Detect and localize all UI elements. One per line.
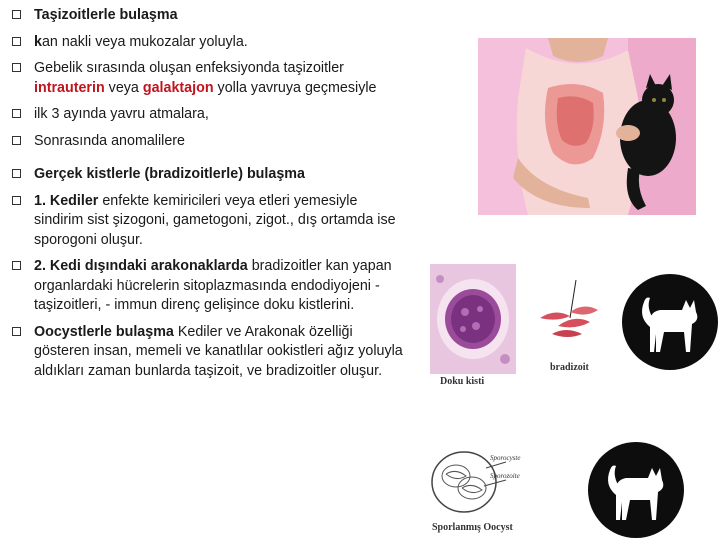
bullet-item — [8, 257, 408, 316]
bullet-text: yolla yavruya geçmesiyle — [213, 79, 377, 96]
square-bullet-icon — [12, 196, 21, 205]
bradizoit-caption: bradizoit — [550, 362, 589, 373]
bullet-text: 2. Kedi dışındaki arakonaklarda — [34, 258, 248, 274]
sporocyst-label: Sporocyste — [490, 454, 521, 462]
cat-circle-illustration-2 — [586, 440, 686, 540]
bradizoite-illustration — [530, 278, 610, 348]
bullet-text: k — [34, 33, 42, 50]
square-bullet-icon — [12, 261, 21, 270]
bullet-text: 1. Kediler — [34, 192, 99, 209]
bullet-item — [8, 192, 408, 251]
bullet-text: Gerçek kistlerle (bradizoitlerle) bulaşma — [34, 166, 305, 182]
square-bullet-icon — [12, 327, 21, 336]
oocyst-caption: Sporlanmış Oocyst — [432, 522, 513, 533]
bullet-item — [8, 59, 408, 98]
tissue-cyst-micrograph — [430, 264, 516, 374]
pregnant-woman-with-cat-photo — [478, 38, 696, 215]
bullet-item — [8, 165, 408, 185]
bullet-text: Oocystlerle bulaşma — [34, 323, 174, 340]
square-bullet-icon — [12, 37, 21, 46]
square-bullet-icon — [12, 10, 21, 19]
bullet-text: an nakli veya mukozalar yoluyla. — [41, 33, 248, 50]
square-bullet-icon — [12, 63, 21, 72]
bullet-list — [8, 6, 408, 388]
bullet-text: ilk 3 ayında yavru atmalara, — [34, 106, 209, 122]
bullet-item — [8, 323, 408, 382]
bullet-text: Kediler ve Arakonak özelliği gösteren insan, memeli ve kanatlılar ookistleri ağız yoluyla aldıkları zaman bunlarda taşizoit, ve bradizoitler oluşur. — [34, 323, 403, 379]
bullet-text: intrauterin — [34, 79, 105, 96]
bullet-text: Gebelik sırasında oluşan enfeksiyonda taşizoitler — [34, 60, 344, 76]
cyst-illustration — [430, 264, 516, 374]
bullet-text: galaktajon — [142, 79, 214, 96]
bullet-item — [8, 6, 408, 26]
sporozoite-label: Sporozoite — [490, 472, 520, 480]
bullet-text: Taşizoitlerle bulaşma — [34, 7, 178, 23]
cat-silhouette-bottom — [586, 440, 686, 540]
bullet-item — [8, 132, 408, 152]
bullet-text: enfekte kemiricileri veya etleri yemesiyle sindirim sist şizogoni, gametogoni, zigot., dış ortamda ise sporogoni oluşur. — [34, 192, 396, 248]
square-bullet-icon — [12, 169, 21, 178]
bullet-text: veya — [104, 79, 143, 96]
bullet-text: bradizoitler kan yapan organlardaki hücrelerin sitoplazmasında endodiyojeni - taşizoitleri, - immun direnç gelişince doku kistlerini. — [34, 258, 392, 313]
photo-illustration — [478, 38, 696, 215]
cyst-caption: Doku kisti — [440, 376, 485, 387]
bradizoite-drawing — [530, 278, 610, 348]
square-bullet-icon — [12, 109, 21, 118]
cat-silhouette-top — [620, 272, 720, 372]
cat-circle-illustration — [620, 272, 720, 372]
bullet-item — [8, 33, 408, 53]
bullet-item — [8, 105, 408, 125]
square-bullet-icon — [12, 136, 21, 145]
bullet-text: Sonrasında anomalilere — [34, 132, 186, 149]
